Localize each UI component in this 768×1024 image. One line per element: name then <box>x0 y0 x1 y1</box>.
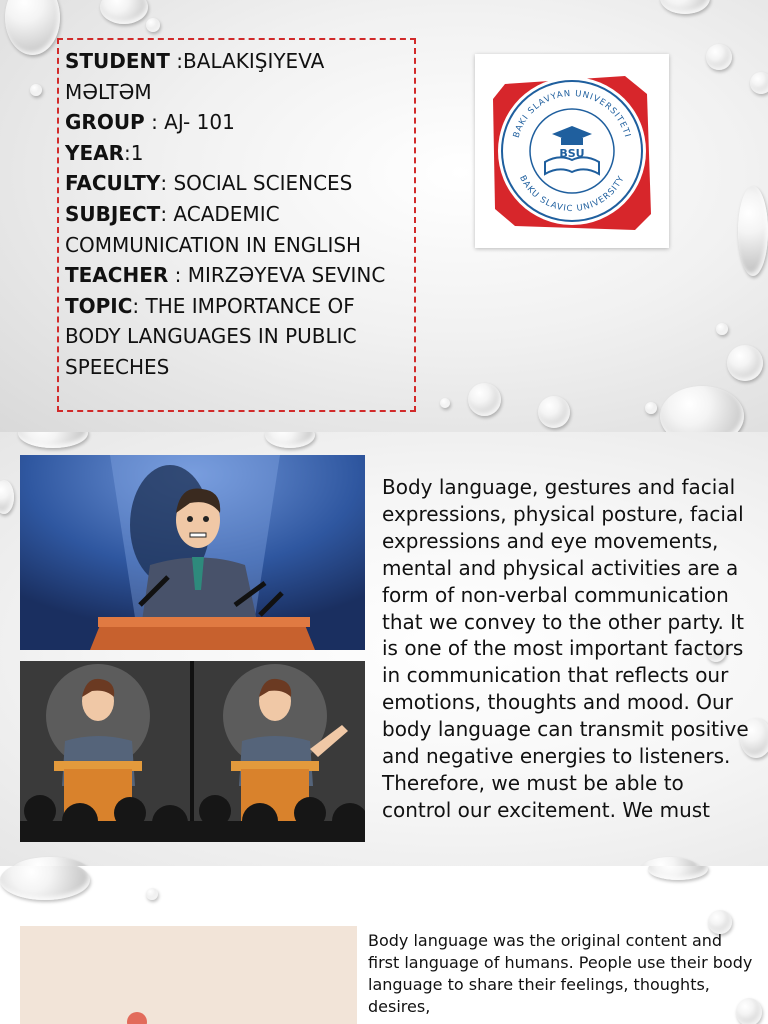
info-sep: : <box>168 263 188 288</box>
podium <box>90 625 315 650</box>
water-drop <box>468 383 501 416</box>
info-line-faculty <box>65 168 408 199</box>
info-sep: : <box>160 201 174 226</box>
water-drop <box>0 866 90 900</box>
info-sep: : <box>169 49 184 73</box>
info-value: MIRZƏYEVA SEVINC <box>187 263 386 288</box>
info-key: GROUP <box>65 110 145 135</box>
seal-ring-top-text: BAKI SLAVYAN UNIVERSITETI <box>511 88 633 140</box>
water-drop <box>440 398 450 408</box>
seal-ring-bottom-text: BAKU SLAVIC UNIVERSITY <box>517 173 627 215</box>
title-slide <box>0 0 768 432</box>
podium-top <box>98 617 310 627</box>
figure-svg <box>20 926 357 1024</box>
info-value: SOCIAL SCIENCES <box>173 171 353 196</box>
info-key: YEAR <box>65 140 125 165</box>
water-drop <box>645 402 657 414</box>
body-language-slide <box>0 432 768 866</box>
seal-abbreviation: BSU <box>559 147 585 160</box>
two-speakers-illustration <box>20 661 365 842</box>
info-sep: : <box>160 171 174 196</box>
speaker-eye <box>187 516 193 522</box>
speaker-eye <box>203 516 209 522</box>
info-sep: : <box>144 110 165 135</box>
info-key: TEACHER <box>65 263 169 288</box>
info-line-group <box>65 107 408 138</box>
info-value: AJ- 101 <box>164 110 235 135</box>
water-drop <box>146 888 158 900</box>
info-line-subject <box>65 199 408 260</box>
water-drop <box>146 18 160 32</box>
info-key: FACULTY <box>65 171 161 196</box>
info-value: THE IMPORTANCE OF BODY LANGUAGES IN PUBLIC SPEECHES <box>65 293 357 379</box>
water-drop <box>648 866 708 880</box>
info-value: 1 <box>130 140 144 165</box>
info-line-teacher <box>65 260 408 291</box>
student-info-box <box>57 38 416 412</box>
water-drop <box>716 323 728 335</box>
water-drop <box>538 396 570 428</box>
info-value: ACADEMIC COMMUNICATION IN ENGLISH <box>65 201 362 257</box>
info-value: BALAKIŞIYEVA MƏLTƏM <box>65 49 325 104</box>
mortarboard-base <box>561 138 583 145</box>
water-drop <box>750 72 768 94</box>
info-key: TOPIC <box>65 293 133 318</box>
two-speakers-svg <box>20 661 365 842</box>
info-line-topic <box>65 291 408 383</box>
water-drop <box>727 345 763 381</box>
info-line-student <box>65 46 408 107</box>
speaker-illustration-svg <box>20 455 365 650</box>
university-logo <box>475 54 669 248</box>
bsu-seal-icon <box>475 54 669 248</box>
water-drop <box>738 186 768 276</box>
figure-bg <box>20 926 357 1024</box>
info-key: SUBJECT <box>65 201 161 226</box>
speaker-mouth <box>190 533 206 537</box>
info-key: STUDENT <box>65 49 170 73</box>
water-drop <box>706 44 732 70</box>
speaker-podium-illustration <box>20 455 365 650</box>
original-language-slide <box>0 866 768 1024</box>
info-sep: : <box>132 293 146 318</box>
body-language-paragraph: Body language, gestures and facial expressions, physical posture, facial expressions and eye movements, mental and physical activities are a form of non-verbal communication that we convey to the other party. It is one of the most important factors in communication that reflects our emotions, thoughts and mood. Our body language can transmit positive and negative energies to listeners. Therefore, we must be able to control our excitement. We must <box>382 475 749 822</box>
info-line-year <box>65 138 408 169</box>
info-sep: : <box>124 140 131 165</box>
body-language-illustration <box>20 926 357 1024</box>
water-drop <box>30 84 42 96</box>
original-language-paragraph: Body language was the original content and first language of humans. People use their body language to share their feelings, thoughts, desires, <box>368 931 753 1016</box>
